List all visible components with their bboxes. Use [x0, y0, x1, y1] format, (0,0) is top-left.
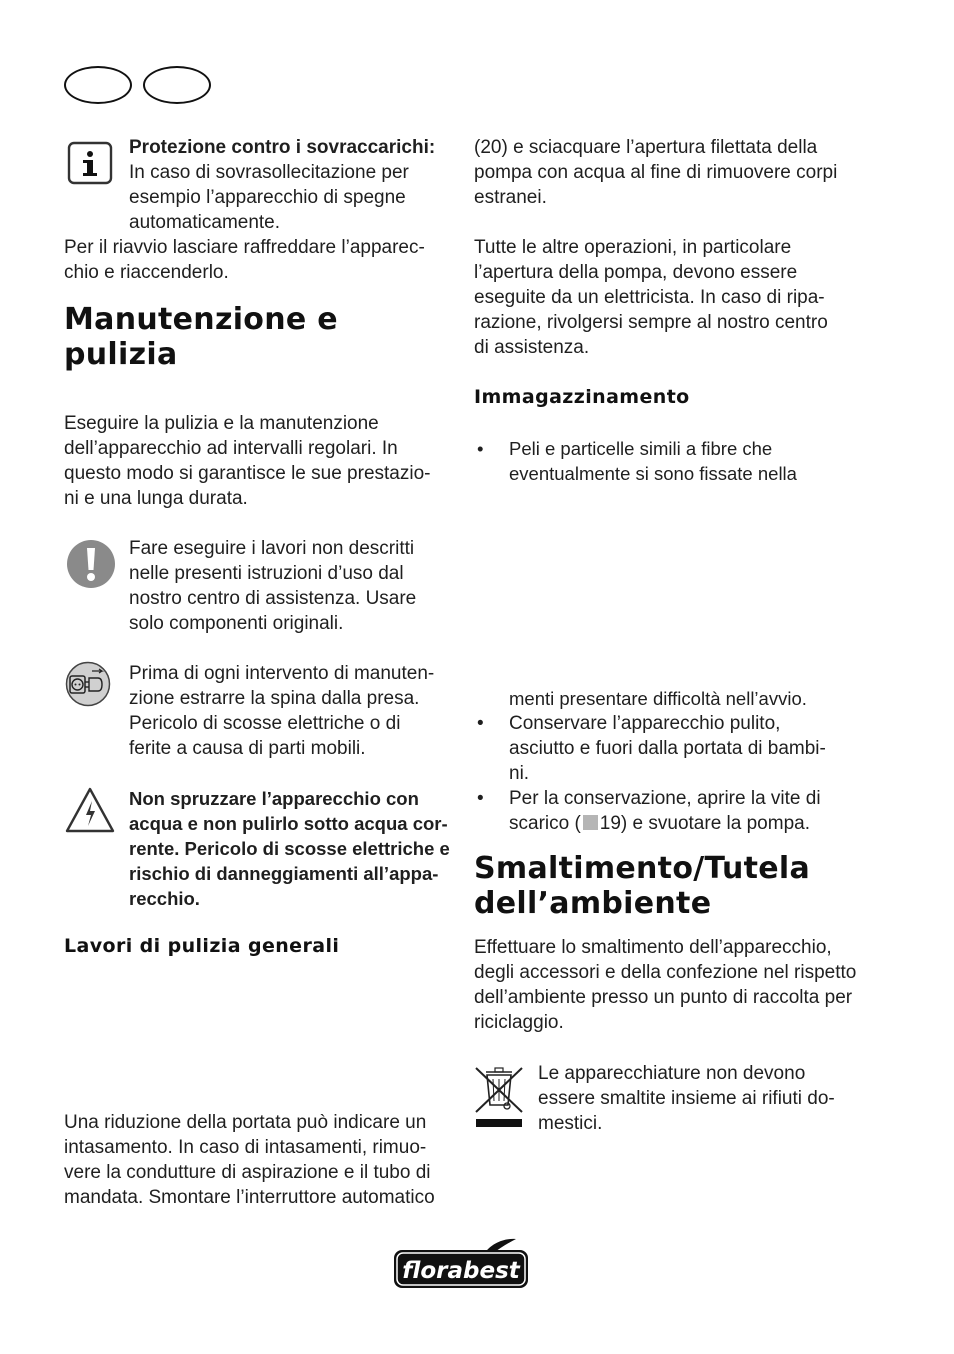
- storage-bullet-1: [474, 436, 874, 486]
- disposal-line: Effettuare lo smaltimento dell’apparecchio,: [474, 937, 832, 958]
- bullet-line: asciutto e fuori dalla portata di bambi-: [509, 738, 826, 759]
- florabest-logo: [392, 1236, 532, 1297]
- disposal-line: dell’ambiente presso un punto di raccolta per: [474, 987, 853, 1008]
- language-oval-2: [143, 66, 211, 104]
- electrician-line: Tutte le altre operazioni, in particolare: [474, 237, 792, 258]
- overload-line: esempio l’apparecchio di spegne: [129, 187, 406, 208]
- clog-line: Una riduzione della portata può indicare un: [64, 1112, 427, 1133]
- clog-paragraph: [64, 1110, 464, 1210]
- language-oval-1: [64, 66, 132, 104]
- bullet-line: ni.: [509, 763, 530, 784]
- shock-line: rischio di danneggiamenti all’appa-: [129, 863, 439, 884]
- bullet-line: [509, 811, 874, 836]
- shock-line: rente. Pericolo di scosse elettriche e: [129, 838, 450, 859]
- clog-line: intasamento. In caso di intasamenti, rimuo-: [64, 1137, 427, 1158]
- storage-bullet-2: [474, 711, 874, 786]
- disposal-heading: [474, 851, 894, 921]
- bullet-line: • Conservare l’apparecchio pulito,: [509, 713, 781, 734]
- continued-line: estranei.: [474, 187, 547, 208]
- unplug-line: ferite a causa di parti mobili.: [129, 738, 366, 759]
- warning-line: Fare eseguire i lavori non descritti: [129, 538, 415, 559]
- unplug-block: [129, 661, 459, 761]
- weee-line: Le apparecchiature non devono: [538, 1063, 806, 1084]
- disposal-line: riciclaggio.: [474, 1012, 564, 1033]
- bullet-pre-text: scarico (: [509, 813, 581, 834]
- weee-line: essere smaltite insieme ai rifiuti do-: [538, 1088, 835, 1109]
- electrician-line: eseguite da un elettricista. In caso di ripa-: [474, 287, 825, 308]
- intro-line: questo modo si garantisce le sue prestazio-: [64, 463, 431, 484]
- warning-line: nelle presenti istruzioni d’uso dal: [129, 563, 404, 584]
- shock-line: recchio.: [129, 888, 200, 909]
- unplug-line: zione estrarre la spina dalla presa.: [129, 688, 420, 709]
- overload-line: automaticamente.: [129, 212, 281, 233]
- warning-block: [129, 536, 459, 636]
- disposal-paragraph: [474, 935, 894, 1035]
- electric-shock-warning-icon: [64, 786, 116, 839]
- storage-heading: [474, 385, 874, 409]
- storage-title: Immagazzinamento: [474, 386, 690, 408]
- logo-text: florabest: [402, 1258, 520, 1284]
- storage-bullet-list-1: [474, 436, 874, 486]
- general-cleaning-heading: [64, 934, 464, 958]
- overload-title: Protezione contro i sovraccarichi:: [129, 137, 436, 158]
- shock-warning-block: [129, 786, 459, 911]
- clog-line: mandata. Smontare l’interruttore automatico: [64, 1187, 435, 1208]
- shock-line: acqua e non pulirlo sotto acqua cor-: [129, 813, 448, 834]
- bullet-tail-line: menti presentare difficoltà nell’avvio.: [509, 688, 807, 709]
- bullet-line: eventualmente si sono fissate nella: [509, 463, 797, 484]
- bullet-post-text: 19) e svuotare la pompa.: [599, 813, 810, 834]
- maintenance-heading-line: pulizia: [64, 337, 178, 372]
- bullet-line: • Peli e particelle simili a fibre che: [509, 438, 773, 459]
- warning-line: solo componenti originali.: [129, 613, 344, 634]
- disposal-heading-line: Smaltimento/Tutela: [474, 851, 811, 886]
- overload-line: In caso di sovrasollecitazione per: [129, 162, 409, 183]
- disposal-heading-line: dell’ambiente: [474, 886, 712, 921]
- maintenance-intro: [64, 411, 464, 511]
- continued-line: pompa con acqua al fine di rimuovere corpi: [474, 162, 838, 183]
- unplug-line: Pericolo di scosse elettriche o di: [129, 713, 401, 734]
- electrician-paragraph: [474, 235, 874, 360]
- unplug-icon: [65, 661, 111, 712]
- electrician-line: l’apertura della pompa, devono essere: [474, 262, 798, 283]
- info-icon: [67, 141, 113, 190]
- maintenance-heading: [64, 302, 464, 372]
- figure-reference-icon: [583, 815, 598, 830]
- warning-line: nostro centro di assistenza. Usare: [129, 588, 417, 609]
- electrician-line: razione, rivolgersi sempre al nostro centro: [474, 312, 828, 333]
- restart-line: Per il riavvio lasciare raffreddare l’apparec-: [64, 237, 425, 258]
- exclamation-icon: [66, 539, 116, 594]
- storage-bullet-1-tail: [509, 686, 879, 711]
- storage-bullet-3: [474, 786, 874, 836]
- bullet-line: • Per la conservazione, aprire la vite di: [509, 788, 821, 809]
- storage-bullet-list-2: [474, 711, 874, 836]
- weee-line: mestici.: [538, 1113, 603, 1134]
- general-cleaning-title: Lavori di pulizia generali: [64, 935, 340, 957]
- crossed-bin-icon: [473, 1063, 525, 1134]
- intro-line: ni e una lunga durata.: [64, 488, 248, 509]
- intro-line: Eseguire la pulizia e la manutenzione: [64, 413, 379, 434]
- restart-line: chio e riaccenderlo.: [64, 262, 229, 283]
- maintenance-heading-line: Manutenzione e: [64, 302, 338, 337]
- restart-paragraph: [64, 235, 464, 285]
- disposal-line: degli accessori e della confezione nel rispetto: [474, 962, 857, 983]
- continued-line: (20) e sciacquare l’apertura filettata della: [474, 137, 818, 158]
- intro-line: dell’apparecchio ad intervalli regolari. In: [64, 438, 398, 459]
- overload-block: [129, 135, 459, 235]
- weee-block: [538, 1061, 878, 1136]
- clog-line: vere la condutture di aspirazione e il tubo di: [64, 1162, 431, 1183]
- shock-line: Non spruzzare l’apparecchio con: [129, 788, 419, 809]
- electrician-line: di assistenza.: [474, 337, 590, 358]
- continued-paragraph: [474, 135, 874, 210]
- unplug-line: Prima di ogni intervento di manuten-: [129, 663, 435, 684]
